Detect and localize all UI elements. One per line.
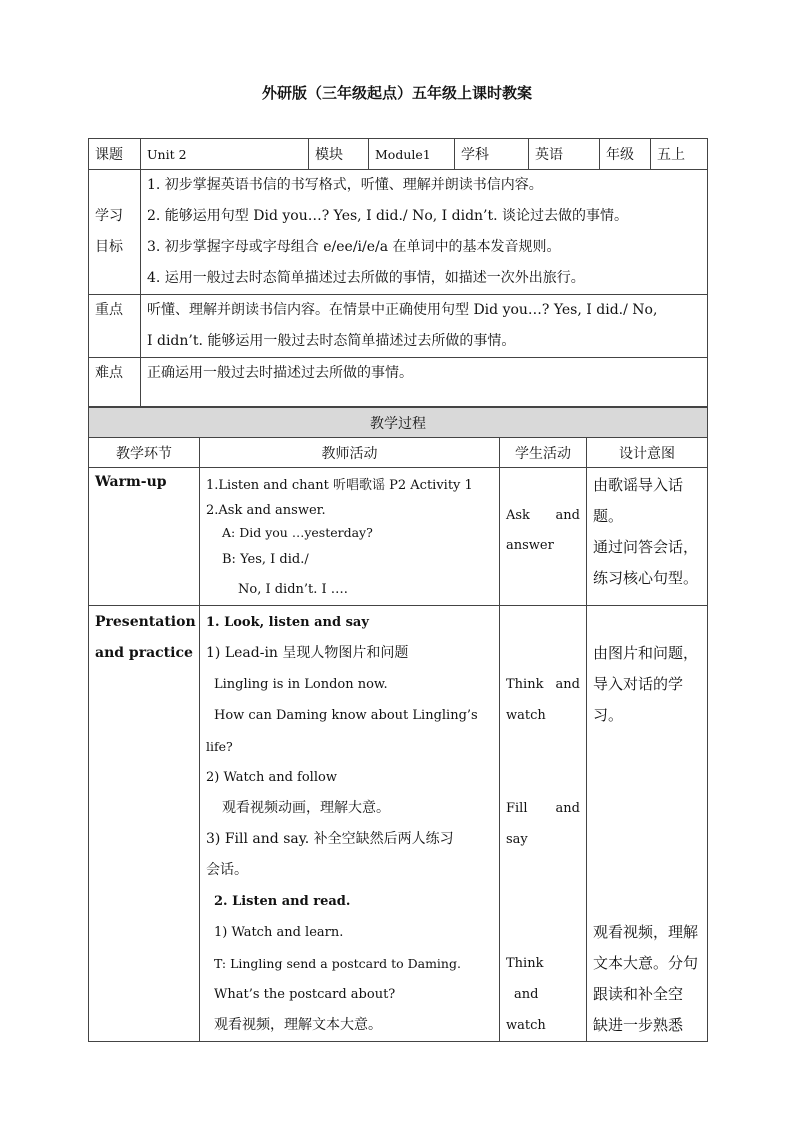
teacher-line: Lingling is in London now. — [214, 677, 388, 692]
teacher-line: 1) Lead-in 呈现人物图片和问题 — [206, 645, 409, 661]
student-line: say — [506, 832, 528, 847]
difficulties: 正确运用一般过去时描述过去所做的事情。 — [141, 358, 708, 407]
teacher-line: T: Lingling send a postcard to Daming. — [214, 956, 461, 971]
objective-item: 3. 初步掌握字母或字母组合 e/ee/i/e/a 在单词中的基本发音规则。 — [147, 239, 561, 255]
student-word: Ask — [506, 508, 530, 523]
objectives-row — [89, 170, 708, 295]
teacher-line: What’s the postcard about? — [214, 987, 396, 1002]
presentation-intent — [587, 606, 708, 1042]
intent-line: 练习核心句型。 — [593, 569, 699, 587]
intent-line: 观看视频，理解 — [593, 923, 699, 941]
subject-value: 英语 — [529, 139, 600, 170]
intent-line: 缺进一步熟悉 — [593, 1016, 684, 1034]
process-header-row — [89, 438, 708, 468]
warmup-student — [500, 468, 587, 606]
header-teacher: 教师活动 — [200, 438, 500, 468]
header-stage: 教学环节 — [89, 438, 200, 468]
student-word: and — [555, 677, 580, 692]
objectives-list — [141, 170, 708, 295]
teacher-line: 观看视频动画，理解大意。 — [222, 800, 390, 816]
student-word: and — [555, 508, 580, 523]
teacher-line: life? — [206, 739, 233, 754]
grade-label: 年级 — [600, 139, 651, 170]
teacher-line: No, I didn’t. I …. — [238, 582, 348, 597]
student-line: watch — [506, 1018, 546, 1033]
student-line: answer — [506, 538, 554, 553]
warmup-intent — [587, 468, 708, 606]
presentation-teacher — [200, 606, 500, 1042]
key-points-line: I didn’t. 能够运用一般过去时态简单描述过去所做的事情。 — [147, 333, 516, 349]
intent-line: 由歌谣导入话 — [593, 476, 684, 494]
presentation-student — [500, 606, 587, 1042]
objective-item: 4. 运用一般过去时态简单描述过去所做的事情，如描述一次外出旅行。 — [147, 270, 585, 286]
objective-item: 1. 初步掌握英语书信的书写格式，听懂、理解并朗读书信内容。 — [147, 177, 543, 193]
subject-label: 学科 — [455, 139, 529, 170]
student-word: Think — [506, 677, 544, 692]
student-line — [506, 669, 580, 700]
intent-spacer — [593, 731, 701, 917]
stage-line: Presentation — [95, 614, 196, 630]
student-word: Fill — [506, 801, 528, 816]
warmup-stage: Warm-up — [89, 468, 200, 606]
objective-item: 2. 能够运用句型 Did you…? Yes, I did./ No, I didn’t. 谈论过去做的事情。 — [147, 208, 629, 224]
header-intent: 设计意图 — [587, 438, 708, 468]
intent-line: 通过问答会话， — [593, 538, 699, 556]
warmup-teacher — [200, 468, 500, 606]
process-heading: 教学过程 — [89, 408, 708, 438]
header-student: 学生活动 — [500, 438, 587, 468]
key-points-line: 听懂、理解并朗读书信内容。在情景中正确使用句型 Did you…? Yes, I did./ No, — [147, 302, 658, 318]
student-line — [506, 504, 580, 528]
objectives-label — [89, 170, 141, 295]
student-line: watch — [506, 708, 546, 723]
teaching-process-table — [88, 407, 708, 1042]
teacher-line: 会话。 — [206, 862, 248, 878]
intent-line: 跟读和补全空 — [593, 985, 684, 1003]
info-row — [89, 139, 708, 170]
key-points-label: 重点 — [89, 295, 141, 358]
teacher-line: 1.Listen and chant 听唱歌谣 P2 Activity 1 — [206, 478, 473, 493]
student-line: and — [514, 987, 539, 1002]
student-line — [506, 793, 580, 824]
student-spacer — [506, 731, 580, 793]
objectives-label-2: 目标 — [95, 239, 123, 255]
lesson-info-table — [88, 138, 708, 407]
teacher-line: 观看视频，理解文本大意。 — [214, 1017, 382, 1033]
page-title: 外研版（三年级起点）五年级上课时教案 — [261, 84, 532, 102]
teacher-line: A: Did you …yesterday? — [222, 525, 373, 540]
difficulties-label: 难点 — [89, 358, 141, 407]
teacher-line: 2. Listen and read. — [214, 894, 351, 909]
key-points — [141, 295, 708, 358]
key-points-row — [89, 295, 708, 358]
student-word: and — [555, 801, 580, 816]
topic-label: 课题 — [89, 139, 141, 170]
topic-value: Unit 2 — [141, 139, 309, 170]
intent-line: 文本大意。分句 — [593, 954, 699, 972]
teacher-line: B: Yes, I did./ — [222, 552, 309, 567]
difficulties-row — [89, 358, 708, 407]
teacher-line: 2) Watch and follow — [206, 770, 337, 785]
intent-line: 由图片和问题， — [593, 644, 699, 662]
stage-line: and practice — [95, 645, 193, 661]
module-value: Module1 — [369, 139, 455, 170]
student-spacer — [506, 855, 580, 948]
student-line: Think — [506, 956, 544, 971]
teacher-line: 1) Watch and learn. — [214, 925, 344, 940]
objectives-label-1: 学习 — [95, 208, 123, 224]
module-label: 模块 — [309, 139, 369, 170]
process-heading-row — [89, 408, 708, 438]
teacher-line: How can Daming know about Lingling’s — [214, 708, 478, 723]
teacher-line: 3) Fill and say. 补全空缺然后两人练习 — [206, 831, 454, 847]
presentation-stage — [89, 606, 200, 1042]
teacher-line: 2.Ask and answer. — [206, 503, 326, 518]
grade-value: 五上 — [651, 139, 708, 170]
intent-line: 导入对话的学 — [593, 675, 684, 693]
presentation-row — [89, 606, 708, 1042]
intent-line: 题。 — [593, 507, 624, 525]
teacher-line: 1. Look, listen and say — [206, 615, 369, 630]
intent-line: 习。 — [593, 706, 624, 724]
warmup-row — [89, 468, 708, 606]
